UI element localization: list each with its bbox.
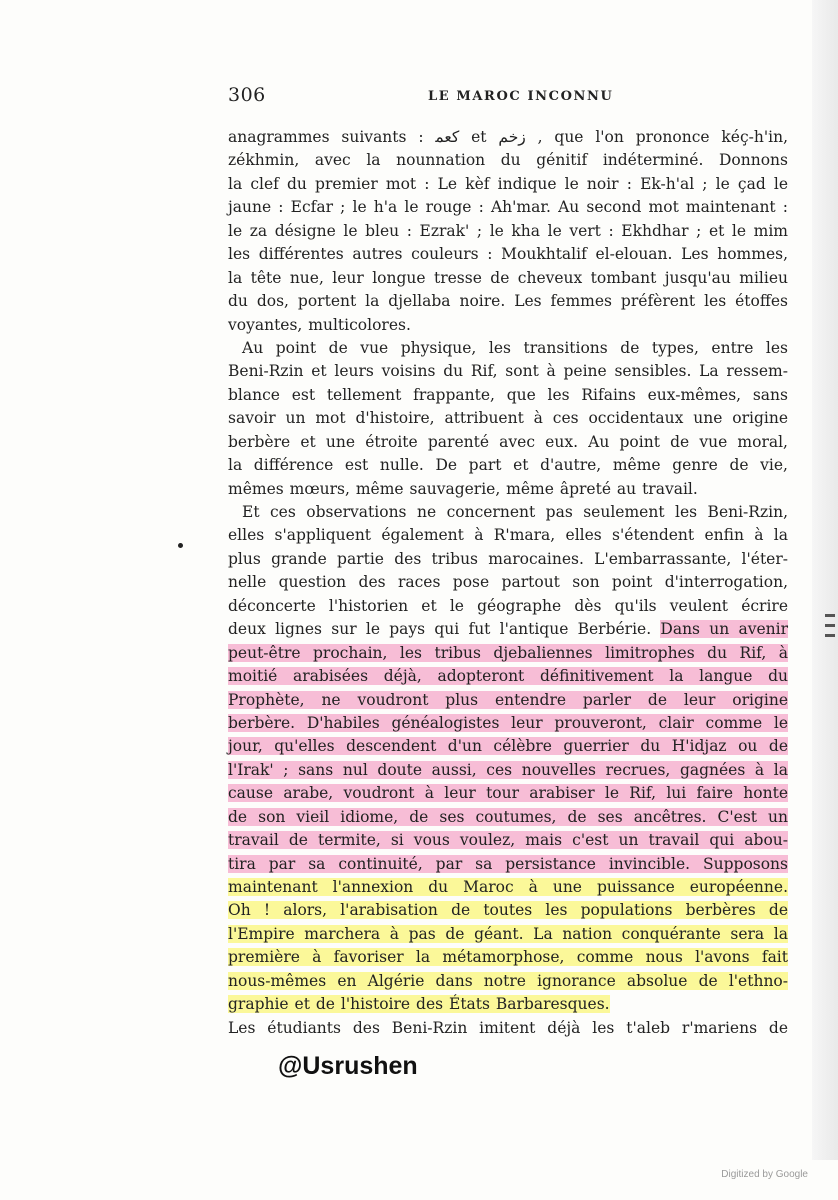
running-title: LE MAROC INCONNU: [428, 89, 614, 104]
highlighted-text-pink: l'Irak' ; sans nul doute aussi, ces nouvelles recrues, gagnées à la: [228, 760, 788, 779]
highlighted-text-pink: tira par sa continuité, par sa persistance invincible. Supposons: [228, 854, 788, 873]
text-segment: berbère et une étroite parenté avec eux. Au point de vue moral,: [228, 432, 788, 451]
text-line: [228, 243, 788, 266]
text-line: [228, 501, 788, 524]
text-segment: le za désigne le bleu : Ezrak' ; le kha le vert : Ekhdhar ; et le mim: [228, 221, 788, 240]
text-segment: les différentes autres couleurs : Moukhtalif el-elouan. Les hommes,: [228, 245, 788, 264]
text-line: [228, 360, 788, 383]
text-segment: du dos, portent la djellaba noire. Les femmes préfèrent les étoffes: [228, 292, 788, 311]
text-segment: jaune : Ecfar ; le h'a le rouge : Ah'mar. Au second mot maintenant :: [228, 198, 788, 217]
highlighted-text-pink: Dans un avenir: [660, 620, 788, 639]
text-line: [228, 454, 788, 477]
text-line: [228, 548, 788, 571]
highlighted-text-pink: travail de termite, si vous voulez, mais c'est un travail qui abou-: [228, 831, 788, 850]
text-line: [228, 595, 788, 618]
text-segment: zékhmin, avec la nounnation du génitif indéterminé. Donnons: [228, 151, 788, 170]
highlighted-text-yellow: nous-mêmes en Algérie dans notre ignorance absolue de l'ethno-: [228, 971, 788, 990]
text-segment: la différence est nulle. De part et d'autre, même genre de vie,: [228, 456, 788, 475]
text-segment: deux lignes sur le pays qui fut l'antique Berbérie.: [228, 620, 661, 639]
text-line: [228, 665, 788, 688]
page-header: [228, 84, 788, 110]
text-line: [228, 220, 788, 243]
highlighted-text-pink: peut-être prochain, les tribus djebaliennes limitrophes du Rif, à: [228, 643, 788, 662]
text-line: [228, 970, 788, 993]
text-line: [228, 337, 788, 360]
highlighted-text-pink: jour, qu'elles descendent d'un célèbre guerrier du H'idjaz ou de: [228, 737, 788, 756]
body-text: [228, 126, 788, 1040]
text-line: [228, 314, 788, 337]
highlighted-text-yellow: maintenant l'annexion du Maroc à une puissance européenne.: [228, 878, 788, 896]
text-line: [228, 618, 788, 641]
text-segment: elles s'appliquent également à R'mara, elles s'étendent enfin à la: [228, 526, 788, 545]
text-segment: la clef du premier mot : Le kèf indique le noir : Ek-h'al ; le çad le: [228, 174, 788, 193]
highlighted-text-yellow: l'Empire marchera à pas de géant. La nation conquérante sera la: [228, 924, 788, 943]
text-line: [228, 946, 788, 969]
page-edge: [812, 0, 838, 1160]
text-line: [228, 712, 788, 735]
text-line: [228, 149, 788, 172]
text-segment: Et ces observations ne concernent pas seulement les Beni-Rzin,: [242, 503, 788, 521]
text-line: [228, 759, 788, 782]
text-segment: voyantes, multicolores.: [228, 315, 411, 334]
highlighted-text-pink: moitié arabisées déjà, adopteront définitivement la langue du: [228, 667, 788, 686]
highlighted-text-pink: Prophète, ne voudront plus entendre parler de leur origine: [228, 690, 788, 709]
text-segment: la tête nue, leur longue tresse de cheveux tombant jusqu'au milieu: [228, 268, 788, 287]
text-segment: savoir un mot d'histoire, attribuent à ces occidentaux une origine: [228, 409, 788, 428]
text-line: [228, 735, 788, 758]
text-line: [228, 853, 788, 876]
text-line: [228, 173, 788, 196]
text-line: [228, 407, 788, 430]
text-line: [228, 689, 788, 712]
margin-mark: [178, 543, 183, 548]
text-line: [228, 196, 788, 219]
page-number: 306: [228, 84, 266, 106]
text-segment: anagrammes suivants : ﻛﻌﻤ et زﺧﻢ , que l'on prononce kéç-h'in,: [228, 128, 788, 146]
text-line: [228, 384, 788, 407]
text-line: [228, 899, 788, 922]
highlighted-text-pink: cause arabe, voudront à leur tour arabiser le Rif, lui faire honte: [228, 784, 788, 803]
text-line: [228, 1017, 788, 1040]
text-segment: plus grande partie des tribus marocaines. L'embarrassante, l'éter-: [228, 549, 788, 568]
highlighted-text-yellow: première à favoriser la métamorphose, comme nous l'avons fait: [228, 948, 788, 967]
highlighted-text-yellow: graphie et de l'histoire des États Barbaresques.: [228, 995, 610, 1014]
text-line: [228, 478, 788, 501]
edge-mark: [825, 634, 835, 637]
highlighted-text-pink: berbère. D'habiles généalogistes leur prouveront, clair comme le: [228, 713, 788, 732]
watermark-handle: @Usrushen: [278, 1052, 418, 1080]
edge-mark: [825, 614, 835, 617]
highlighted-text-yellow: Oh ! alors, l'arabisation de toutes les populations berbères de: [228, 901, 788, 920]
text-line: [228, 923, 788, 946]
text-line: [228, 267, 788, 290]
text-line: [228, 993, 788, 1016]
text-segment: blance est tellement frappante, que les Rifains eux-mêmes, sans: [228, 385, 788, 404]
highlighted-text-pink: de son vieil idiome, de ses coutumes, de ses ancêtres. C'est un: [228, 807, 788, 826]
text-line: [228, 524, 788, 547]
text-segment: nelle question des races pose partout son point d'interrogation,: [228, 573, 788, 592]
text-line: [228, 806, 788, 829]
edge-mark: [825, 624, 835, 627]
text-segment: déconcerte l'historien et le géographe dès qu'ils veulent écrire: [228, 596, 788, 615]
text-line: [228, 782, 788, 805]
text-line: [228, 126, 788, 149]
text-segment: Au point de vue physique, les transitions de types, entre les: [242, 338, 788, 357]
digitization-credit: Digitized by Google: [721, 1169, 808, 1180]
text-line: [228, 571, 788, 594]
text-line: [228, 876, 788, 899]
text-line: [228, 290, 788, 313]
text-segment: Beni-Rzin et leurs voisins du Rif, sont à peine sensibles. La ressem-: [228, 362, 788, 381]
text-line: [228, 642, 788, 665]
text-segment: mêmes mœurs, même sauvagerie, même âpreté au travail.: [228, 479, 698, 498]
text-line: [228, 431, 788, 454]
text-line: [228, 829, 788, 852]
text-segment: Les étudiants des Beni-Rzin imitent déjà les t'aleb r'mariens de: [228, 1018, 788, 1037]
